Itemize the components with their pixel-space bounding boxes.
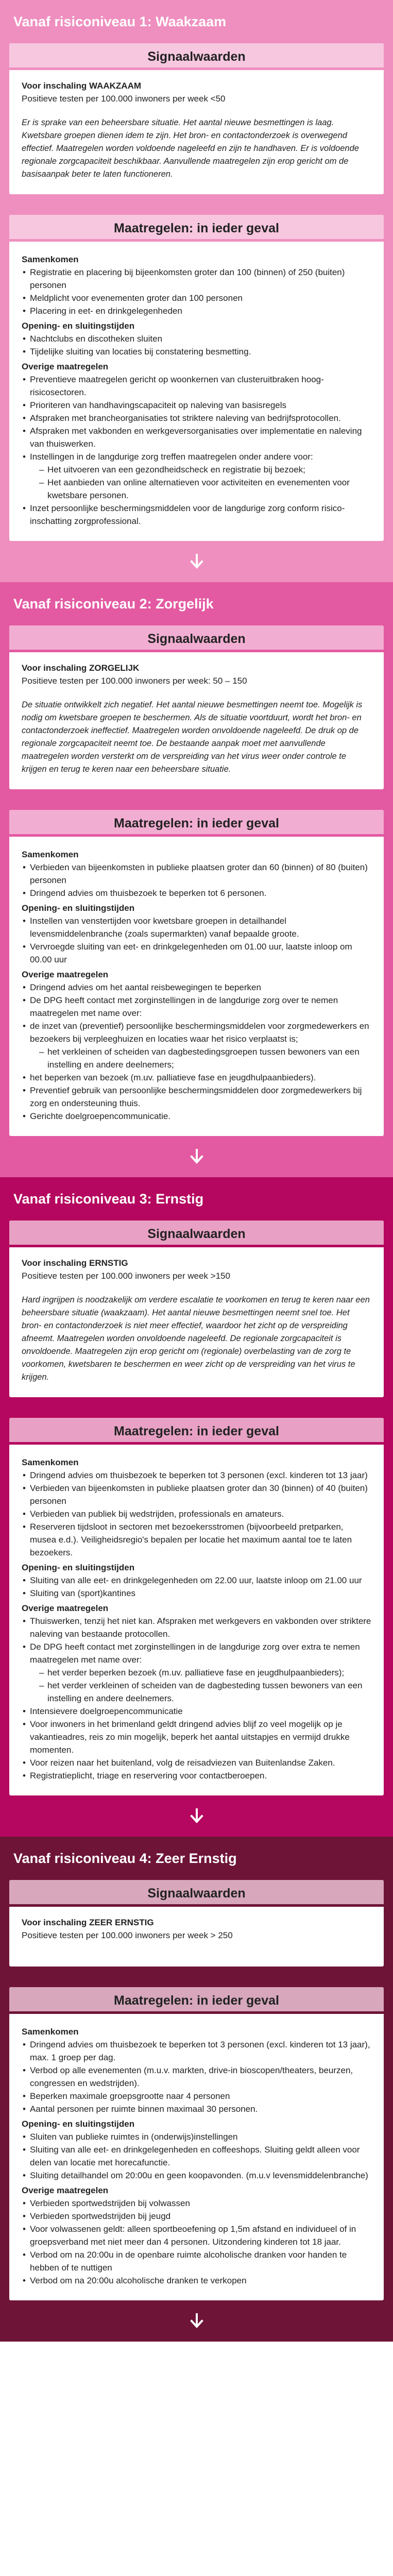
measure-text: het beperken van bezoek (m.uv. palliatieve fase en jeugdhulpaanbieders). <box>30 1073 316 1082</box>
measure-text: Placering in eet- en drinkgelegenheden <box>30 306 182 316</box>
measure-item <box>22 861 371 887</box>
measure-text: Instellen van venstertijden voor kwetsbare groepen in detailhandel levensmiddelenbranche (zoals supermarkten) vanaf bepaalde groote. <box>30 916 299 939</box>
measure-text: Voor reizen naar het buitenland, volg de reisadviezen van Buitenlandse Zaken. <box>30 1758 335 1768</box>
measure-item <box>22 1615 371 1640</box>
measure-item <box>22 292 371 304</box>
measure-list <box>22 1615 371 1782</box>
signal-values-body <box>9 652 384 789</box>
measure-text: De DPG heeft contact met zorginstellingen in de langdurige zorg over extra te nemen maatregelen met name over: <box>30 1642 360 1665</box>
measure-text: Intensievere doelgroepencommunicatie <box>30 1706 183 1716</box>
measures-card <box>9 810 384 1136</box>
measures-body <box>9 242 384 541</box>
measure-text: Vervroegde sluiting van eet- en drinkgelegenheden om 01.00 uur, laatste inloop om 00.00 uur <box>30 942 352 964</box>
measure-sublist <box>39 1045 371 1071</box>
measure-text: Afspraken met vakbonden en werkgeversorganisaties over implementatie en naleving van thuiswerken. <box>30 426 362 449</box>
signal-values-card <box>9 1880 384 1967</box>
measure-item <box>22 1084 371 1110</box>
measure-list <box>22 861 371 900</box>
measure-text: Inzet persoonlijke beschermingsmiddelen voor de langdurige zorg conform risico-inschatting zorgprofessional. <box>30 503 345 526</box>
measure-item <box>22 2038 371 2064</box>
signal-values-heading: Signaalwaarden <box>9 1221 384 1247</box>
next-level-arrow-row <box>9 1795 384 1834</box>
measure-item <box>22 373 371 399</box>
measure-item <box>22 1482 371 1507</box>
measure-subitem: – Het uitvoeren van een gezondheidscheck en registratie bij bezoek; <box>39 463 371 476</box>
signal-threshold-value: Positieve testen per 100.000 inwoners per week >150 <box>22 1271 230 1281</box>
measure-item <box>22 2169 371 2182</box>
risk-level-section <box>0 0 393 582</box>
measure-text: Registratie en placering bij bijeenkomsten groter dan 100 (binnen) of 250 (buiten) personen <box>30 267 345 290</box>
measure-list <box>22 266 371 317</box>
measure-text: Prioriteren van handhavingscapaciteit op naleving van basisregels <box>30 400 287 410</box>
measure-item <box>22 1640 371 1705</box>
measure-item <box>22 502 371 528</box>
card-spacer <box>9 1967 384 1987</box>
measure-text: Voor volwassenen geldt: alleen sportbeoefening op 1,5m afstand en individueel of in groepsverband met niet meer dan 4 personen. Uitzondering kinderen tot 18 jaar. <box>30 2224 356 2247</box>
next-level-arrow-row <box>9 541 384 579</box>
measure-item <box>22 1071 371 1084</box>
measure-group-title: Samenkomen <box>22 2027 79 2037</box>
measure-list <box>22 1469 371 1559</box>
arrow-down-icon <box>189 1148 205 1165</box>
measure-text: Instellingen in de langdurige zorg treffen maatregelen onder andere voor: <box>30 452 313 462</box>
measure-item <box>22 940 371 966</box>
arrow-down-icon <box>189 1808 205 1824</box>
arrow-down-icon <box>189 553 205 570</box>
measure-text: Sluiting detailhandel om 20:00u en geen koopavonden. (m.u.v levensmiddelenbranche) <box>30 2171 368 2180</box>
measure-item <box>22 1110 371 1123</box>
measure-group-title: Samenkomen <box>22 1458 79 1467</box>
signal-values-card <box>9 625 384 789</box>
next-level-arrow-row <box>9 2300 384 2338</box>
measure-group-title: Overige maatregelen <box>22 2185 109 2195</box>
measure-item <box>22 2130 371 2143</box>
measure-item <box>22 399 371 412</box>
measure-group-title: Samenkomen <box>22 850 79 859</box>
measure-text: Voor inwoners in het brimenland geldt dringend advies blijf zo veel mogelijk op je vakantieadres, reis zo min mogelijk, beperk het aantal uitstapjes en vermijd drukke momenten. <box>30 1719 350 1755</box>
measure-group-title: Opening- en sluitingstijden <box>22 903 135 913</box>
measure-item <box>22 2274 371 2287</box>
arrow-down-icon <box>189 2313 205 2329</box>
measure-subitem: – het verkleinen of scheiden van dagbestedingsgroepen tussen bewoners van een instelling en andere deelnemers; <box>39 1045 371 1071</box>
signal-values-heading: Signaalwaarden <box>9 1880 384 1907</box>
measure-text: Registratieplicht, triage en reservering voor contactberoepen. <box>30 1771 267 1781</box>
risk-level-section <box>0 1837 393 2342</box>
risk-level-title: Vanaf risiconiveau 4: Zeer Ernstig <box>13 1851 237 1866</box>
measure-text: Dringend advies om het aantal reisbewegingen te beperken <box>30 982 261 992</box>
measure-text: Dringend advies om thuisbezoek te beperken tot 3 personen (excl. kinderen tot 13 jaar) <box>30 1470 368 1480</box>
measure-text: Dringend advies om thuisbezoek te beperken tot 6 personen. <box>30 888 267 898</box>
risk-level-title: Vanaf risiconiveau 1: Waakzaam <box>13 14 227 29</box>
measure-item <box>22 1718 371 1756</box>
signal-threshold-title: Voor inschaling ZEER ERNSTIG <box>22 1918 154 1927</box>
measure-item <box>22 412 371 425</box>
measure-item <box>22 2223 371 2248</box>
measures-card <box>9 1987 384 2300</box>
measure-item <box>22 2210 371 2223</box>
measure-item <box>22 1769 371 1782</box>
measure-item <box>22 1020 371 1071</box>
measure-text: Preventief gebruik van persoonlijke beschermingsmiddelen door zorgmedewerkers bij zorg en ondersteuning thuis. <box>30 1086 362 1108</box>
measure-text: Verbieden van publiek bij wedstrijden, professionals en amateurs. <box>30 1509 284 1519</box>
measure-list <box>22 2130 371 2182</box>
measure-text: Preventieve maatregelen gericht op woonkernen van clusteruitbraken hoog-risicosectoren. <box>30 375 324 397</box>
measure-list <box>22 914 371 966</box>
risk-level-section <box>0 1177 393 1837</box>
measure-text: Verbod om na 20:00u in de openbare ruimte alcoholische dranken voor handen te hebben of te nuttigen <box>30 2250 347 2273</box>
measures-card <box>9 1418 384 1795</box>
measure-item <box>22 2197 371 2210</box>
card-spacer <box>9 194 384 215</box>
measure-list <box>22 1574 371 1600</box>
measure-sublist <box>39 1666 371 1705</box>
measure-subitem: – het verder verkleinen of scheiden van de dagbesteding tussen bewoners van een instelling en andere deelnemers. <box>39 1679 371 1705</box>
measure-list <box>22 981 371 1123</box>
signal-values-body <box>9 1247 384 1397</box>
signal-threshold-value: Positieve testen per 100.000 inwoners per week <50 <box>22 94 226 104</box>
measures-body <box>9 1445 384 1795</box>
measure-group-title: Samenkomen <box>22 255 79 264</box>
signal-values-heading: Signaalwaarden <box>9 625 384 652</box>
measures-heading: Maatregelen: in ieder geval <box>9 215 384 242</box>
card-spacer <box>9 789 384 810</box>
signal-threshold-value: Positieve testen per 100.000 inwoners per week: 50 – 150 <box>22 676 247 686</box>
measure-text: Sluiting van alle eet- en drinkgelegenheden om 22.00 uur, laatste inloop om 21.00 uur <box>30 1575 362 1585</box>
measure-item <box>22 914 371 940</box>
measure-text: De DPG heeft contact met zorginstellingen in de langdurige zorg over te nemen maatregelen met name over: <box>30 995 338 1018</box>
signal-values-heading: Signaalwaarden <box>9 43 384 70</box>
measure-list <box>22 2038 371 2115</box>
measure-item <box>22 981 371 994</box>
card-spacer <box>9 1397 384 1418</box>
measure-text: Dringend advies om thuisbezoek te beperken tot 3 personen (excl. kinderen tot 13 jaar), max. 1 groep per dag. <box>30 2040 370 2062</box>
measure-text: Afspraken met brancheorganisaties tot striktere naleving van bedrijfsprotocollen. <box>30 413 341 423</box>
signal-values-card <box>9 1221 384 1397</box>
measure-item <box>22 332 371 345</box>
measure-text: Beperken maximale groepsgrootte naar 4 personen <box>30 2091 230 2101</box>
next-level-arrow-row <box>9 1136 384 1174</box>
signal-values-body <box>9 70 384 194</box>
measure-group-title: Opening- en sluitingstijden <box>22 1563 135 1572</box>
measure-group-title: Overige maatregelen <box>22 970 109 979</box>
measure-list <box>22 332 371 358</box>
signal-values-card <box>9 43 384 194</box>
measure-item <box>22 266 371 292</box>
measure-group-title: Overige maatregelen <box>22 362 109 371</box>
measure-text: Thuiswerken, tenzij het niet kan. Afspraken met werkgevers en vakbonden over striktere naleving van bestaande protocollen. <box>30 1616 371 1639</box>
measure-list <box>22 2197 371 2287</box>
measure-text: Verbieden sportwedstrijden bij jeugd <box>30 2211 171 2221</box>
signal-description: Er is sprake van een beheersbare situatie. Het aantal nieuwe besmettingen is laag. Kwetsbare groepen dienen idem te zijn. Het bron- en contactonderzoek is overwegend effectief. Maatregelen worden voldoende nageleefd en zijn te handhaven. Er is voldoende regionale zorgcapaciteit beschikbaar. Aanvullende maatregelen zijn erop gericht om de basisaanpak beter te laten functioneren. <box>22 118 359 179</box>
measure-text: Verbieden sportwedstrijden bij volwassen <box>30 2198 190 2208</box>
measure-item <box>22 2143 371 2169</box>
measure-group-title: Opening- en sluitingstijden <box>22 321 135 331</box>
measure-group-title: Overige maatregelen <box>22 1603 109 1613</box>
measure-item <box>22 1469 371 1482</box>
measure-text: Nachtclubs en discotheken sluiten <box>30 334 163 344</box>
measure-text: Aantal personen per ruimte binnen maximaal 30 personen. <box>30 2104 258 2114</box>
measure-list <box>22 373 371 528</box>
measure-sublist <box>39 463 371 502</box>
measure-text: Verbod om na 20:00u alcoholische dranken te verkopen <box>30 2276 247 2285</box>
measures-body <box>9 2014 384 2300</box>
signal-values-body <box>9 1907 384 1967</box>
measure-item <box>22 2103 371 2115</box>
measure-item <box>22 2064 371 2090</box>
measure-text: Tijdelijke sluiting van locaties bij constatering besmetting. <box>30 347 251 357</box>
signal-threshold-value: Positieve testen per 100.000 inwoners per week > 250 <box>22 1930 233 1940</box>
measure-item <box>22 1507 371 1520</box>
measure-text: Verbieden van bijeenkomsten in publieke plaatsen groter dan 30 (binnen) of 40 (buiten) personen <box>30 1483 368 1506</box>
risk-level-title: Vanaf risiconiveau 3: Ernstig <box>13 1191 204 1207</box>
signal-threshold-title: Voor inschaling ERNSTIG <box>22 1258 128 1268</box>
measure-item <box>22 2090 371 2103</box>
measure-text: Verbieden van bijeenkomsten in publieke plaatsen groter dan 60 (binnen) of 80 (buiten) personen <box>30 862 368 885</box>
measure-group-title: Opening- en sluitingstijden <box>22 2119 135 2129</box>
measure-item <box>22 887 371 900</box>
measure-item <box>22 1574 371 1587</box>
measure-item <box>22 1756 371 1769</box>
measure-text: Reserveren tijdsloot in sectoren met bezoekersstromen (bijvoorbeeld pretparken, musea e.d.). Veiligheidsregio's bepalen per locatie het maximum aantal toe te laten bezoekers. <box>30 1522 352 1557</box>
measure-item <box>22 2248 371 2274</box>
measures-heading: Maatregelen: in ieder geval <box>9 1418 384 1445</box>
measures-body <box>9 837 384 1136</box>
measure-text: Sluiting van alle eet- en drinkgelegenheden en coffeeshops. Sluiting geldt alleen voor delen van locatie met horecafunctie. <box>30 2145 360 2167</box>
measure-item <box>22 450 371 502</box>
measure-text: Meldplicht voor evenementen groter dan 100 personen <box>30 293 243 303</box>
measure-item <box>22 345 371 358</box>
risk-level-section <box>0 582 393 1177</box>
measure-subitem: – Het aanbieden van online alternatieven voor activiteiten en evenementen voor kwetsbare personen. <box>39 476 371 502</box>
measure-text: Sluiting van (sport)kantines <box>30 1588 136 1598</box>
measure-text: de inzet van (preventief) persoonlijke beschermingsmiddelen voor zorgmedewerkers en bezoekers bij verpleeghuizen en locaties waar het risico verplaatst is; <box>30 1021 369 1044</box>
measure-item <box>22 1705 371 1718</box>
risk-level-title: Vanaf risiconiveau 2: Zorgelijk <box>13 596 214 612</box>
signal-threshold-title: Voor inschaling WAAKZAAM <box>22 81 142 91</box>
measures-card <box>9 215 384 541</box>
measure-item <box>22 1520 371 1559</box>
measure-item <box>22 304 371 317</box>
measure-item <box>22 994 371 1020</box>
measures-heading: Maatregelen: in ieder geval <box>9 810 384 837</box>
signal-description: Hard ingrijpen is noodzakelijk om verdere escalatie te voorkomen en terug te keren naar een beheersbare situatie (waakzaam). Het aantal nieuwe besmettingen neemt snel toe. Het bron- en contactonderzoek is niet meer effectief, waardoor het zicht op de verspreiding afneemt. Maatregelen worden onvoldoende nageleefd. De regionale zorgcapaciteit is onvoldoende. Maatregelen zijn erop gericht om (regionale) overbelasting van de zorg te voorkomen, kwetsbaren te beschermen en weer zicht op de verspreiding van het virus te krijgen. <box>22 1295 370 1382</box>
measure-text: Verbod op alle evenementen (m.u.v. markten, drive-in bioscopen/theaters, beurzen, congressen en wedstrijden). <box>30 2065 353 2088</box>
measure-subitem: – het verder beperken bezoek (m.uv. palliatieve fase en jeugdhulpaanbieders); <box>39 1666 371 1679</box>
measure-text: Sluiten van publieke ruimtes in (onderwijs)instellingen <box>30 2132 238 2142</box>
measure-item <box>22 425 371 450</box>
signal-description: De situatie ontwikkelt zich negatief. Het aantal nieuwe besmettingen neemt toe. Mogelijk is nodig om kwetsbare groepen te beschermen. Als de situatie voortduurt, wordt het bron- en contactonderzoek ineffectief. Maatregelen worden onvoldoende nageleefd. De druk op de regionale zorgcapaciteit neemt toe. De bestaande aanpak moet met aanvullende maatregelen worden versterkt om de verspreiding van het virus weer onder controle te krijgen en terug te keren naar een beheersbare situatie. <box>22 700 363 774</box>
measure-item <box>22 1587 371 1600</box>
signal-threshold-title: Voor inschaling ZORGELIJK <box>22 663 140 673</box>
measures-heading: Maatregelen: in ieder geval <box>9 1987 384 2014</box>
measure-text: Gerichte doelgroepencommunicatie. <box>30 1111 171 1121</box>
